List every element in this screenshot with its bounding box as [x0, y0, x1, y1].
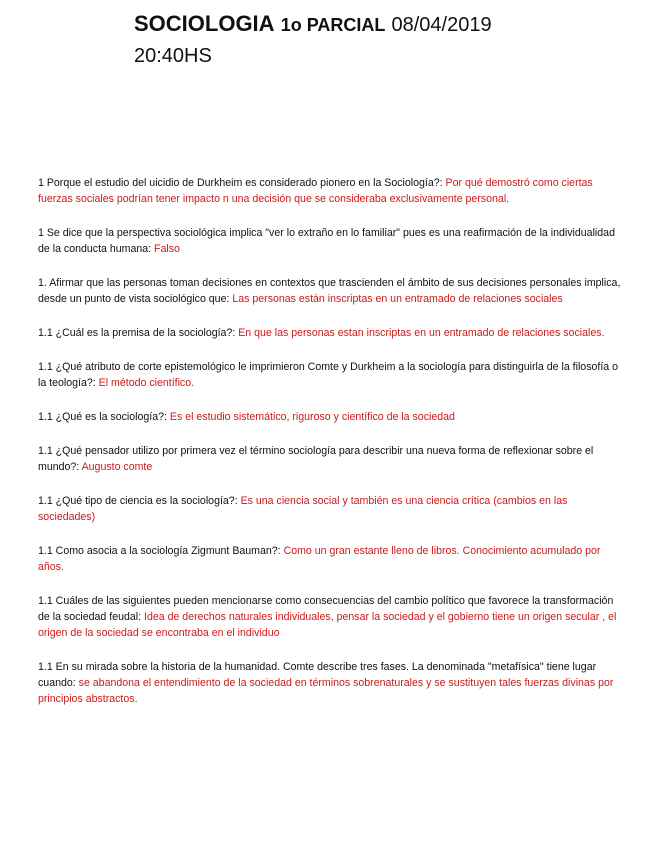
answer-text: Es el estudio sistemático, riguroso y científico de la sociedad	[169, 411, 455, 423]
question-text: 1.1 En su mirada sobre la historia de la humanidad. Comte describe tres fases. La denominada "metafísica" tiene lugar cuando:	[38, 661, 597, 689]
qa-item	[38, 225, 623, 257]
exam-time: 20:40HS	[134, 45, 212, 67]
qa-item	[38, 175, 623, 207]
qa-item	[38, 325, 623, 341]
qa-item	[38, 409, 623, 425]
qa-item	[38, 275, 623, 307]
title-line	[134, 10, 634, 39]
answer-text: Idea de derechos naturales individuales, pensar la sociedad y el gobierno tiene un origen secular , el origen de la sociedad se encontraba en el individuo	[38, 611, 617, 639]
question-text: 1.1 Como asocia a la sociología Zigmunt Bauman?:	[38, 545, 284, 557]
question-text: 1 Porque el estudio del uicidio de Durkheim es considerado pionero en la Sociología?:	[38, 177, 446, 189]
answer-text: se abandona el entendimiento de la sociedad en términos sobrenaturales y se sustituyen tales fuerzas divinas por principios abstractos.	[38, 677, 614, 705]
qa-item	[38, 543, 623, 575]
answer-text: En que las personas estan inscriptas en un entramado de relaciones sociales.	[238, 327, 605, 339]
qa-item	[38, 493, 623, 525]
question-list	[38, 175, 623, 725]
answer-text: Es una ciencia social y también es una ciencia crítica (cambios en las sociedades)	[38, 495, 568, 523]
question-text: 1 Se dice que la perspectiva sociológica implica "ver lo extraño en lo familiar" pues es una reafirmación de la individualidad de la conducta humana:	[38, 227, 615, 255]
subject-title: SOCIOLOGIA	[134, 11, 275, 36]
question-text: 1. Afirmar que las personas toman decisiones en contextos que trascienden el ámbito de sus decisiones personales implica, desde un punto de vista sociológico que:	[38, 277, 621, 305]
question-text: 1.1 ¿Qué pensador utilizo por primera vez el término sociología para describir una nueva forma de reflexionar sobre el mundo?:	[38, 445, 594, 473]
question-text: 1.1 Cuáles de las siguientes pueden mencionarse como consecuencias del cambio político que favorece la transformación de la sociedad feudal:	[38, 595, 614, 623]
question-text: 1.1 ¿Qué atributo de corte epistemológico le imprimieron Comte y Durkheim a la sociología para distinguirla de la filosofía o la teología?:	[38, 361, 618, 389]
answer-text: Las personas están inscriptas en un entramado de relaciones sociales	[232, 293, 563, 305]
qa-item	[38, 593, 623, 641]
answer-text: Falso	[154, 243, 180, 255]
answer-text: El método científico.	[98, 377, 195, 389]
exam-date: 08/04/2019	[391, 14, 492, 36]
qa-item	[38, 359, 623, 391]
qa-item	[38, 659, 623, 707]
exam-label: 1o PARCIAL	[280, 15, 386, 35]
question-text: 1.1 ¿Qué es la sociología?:	[38, 411, 170, 423]
qa-item	[38, 443, 623, 475]
answer-text: Por qué demostró como ciertas fuerzas sociales podrían tener impacto n una decisión que se consideraba exclusivamente personal.	[38, 177, 593, 205]
answer-text: Como un gran estante lleno de libros. Conocimiento acumulado por años.	[38, 545, 601, 573]
answer-text: Augusto comte	[81, 461, 153, 473]
document-title	[134, 10, 634, 69]
question-text: 1.1 ¿Qué tipo de ciencia es la sociología?:	[38, 495, 241, 507]
question-text: 1.1 ¿Cuál es la premisa de la sociología?:	[38, 327, 239, 339]
